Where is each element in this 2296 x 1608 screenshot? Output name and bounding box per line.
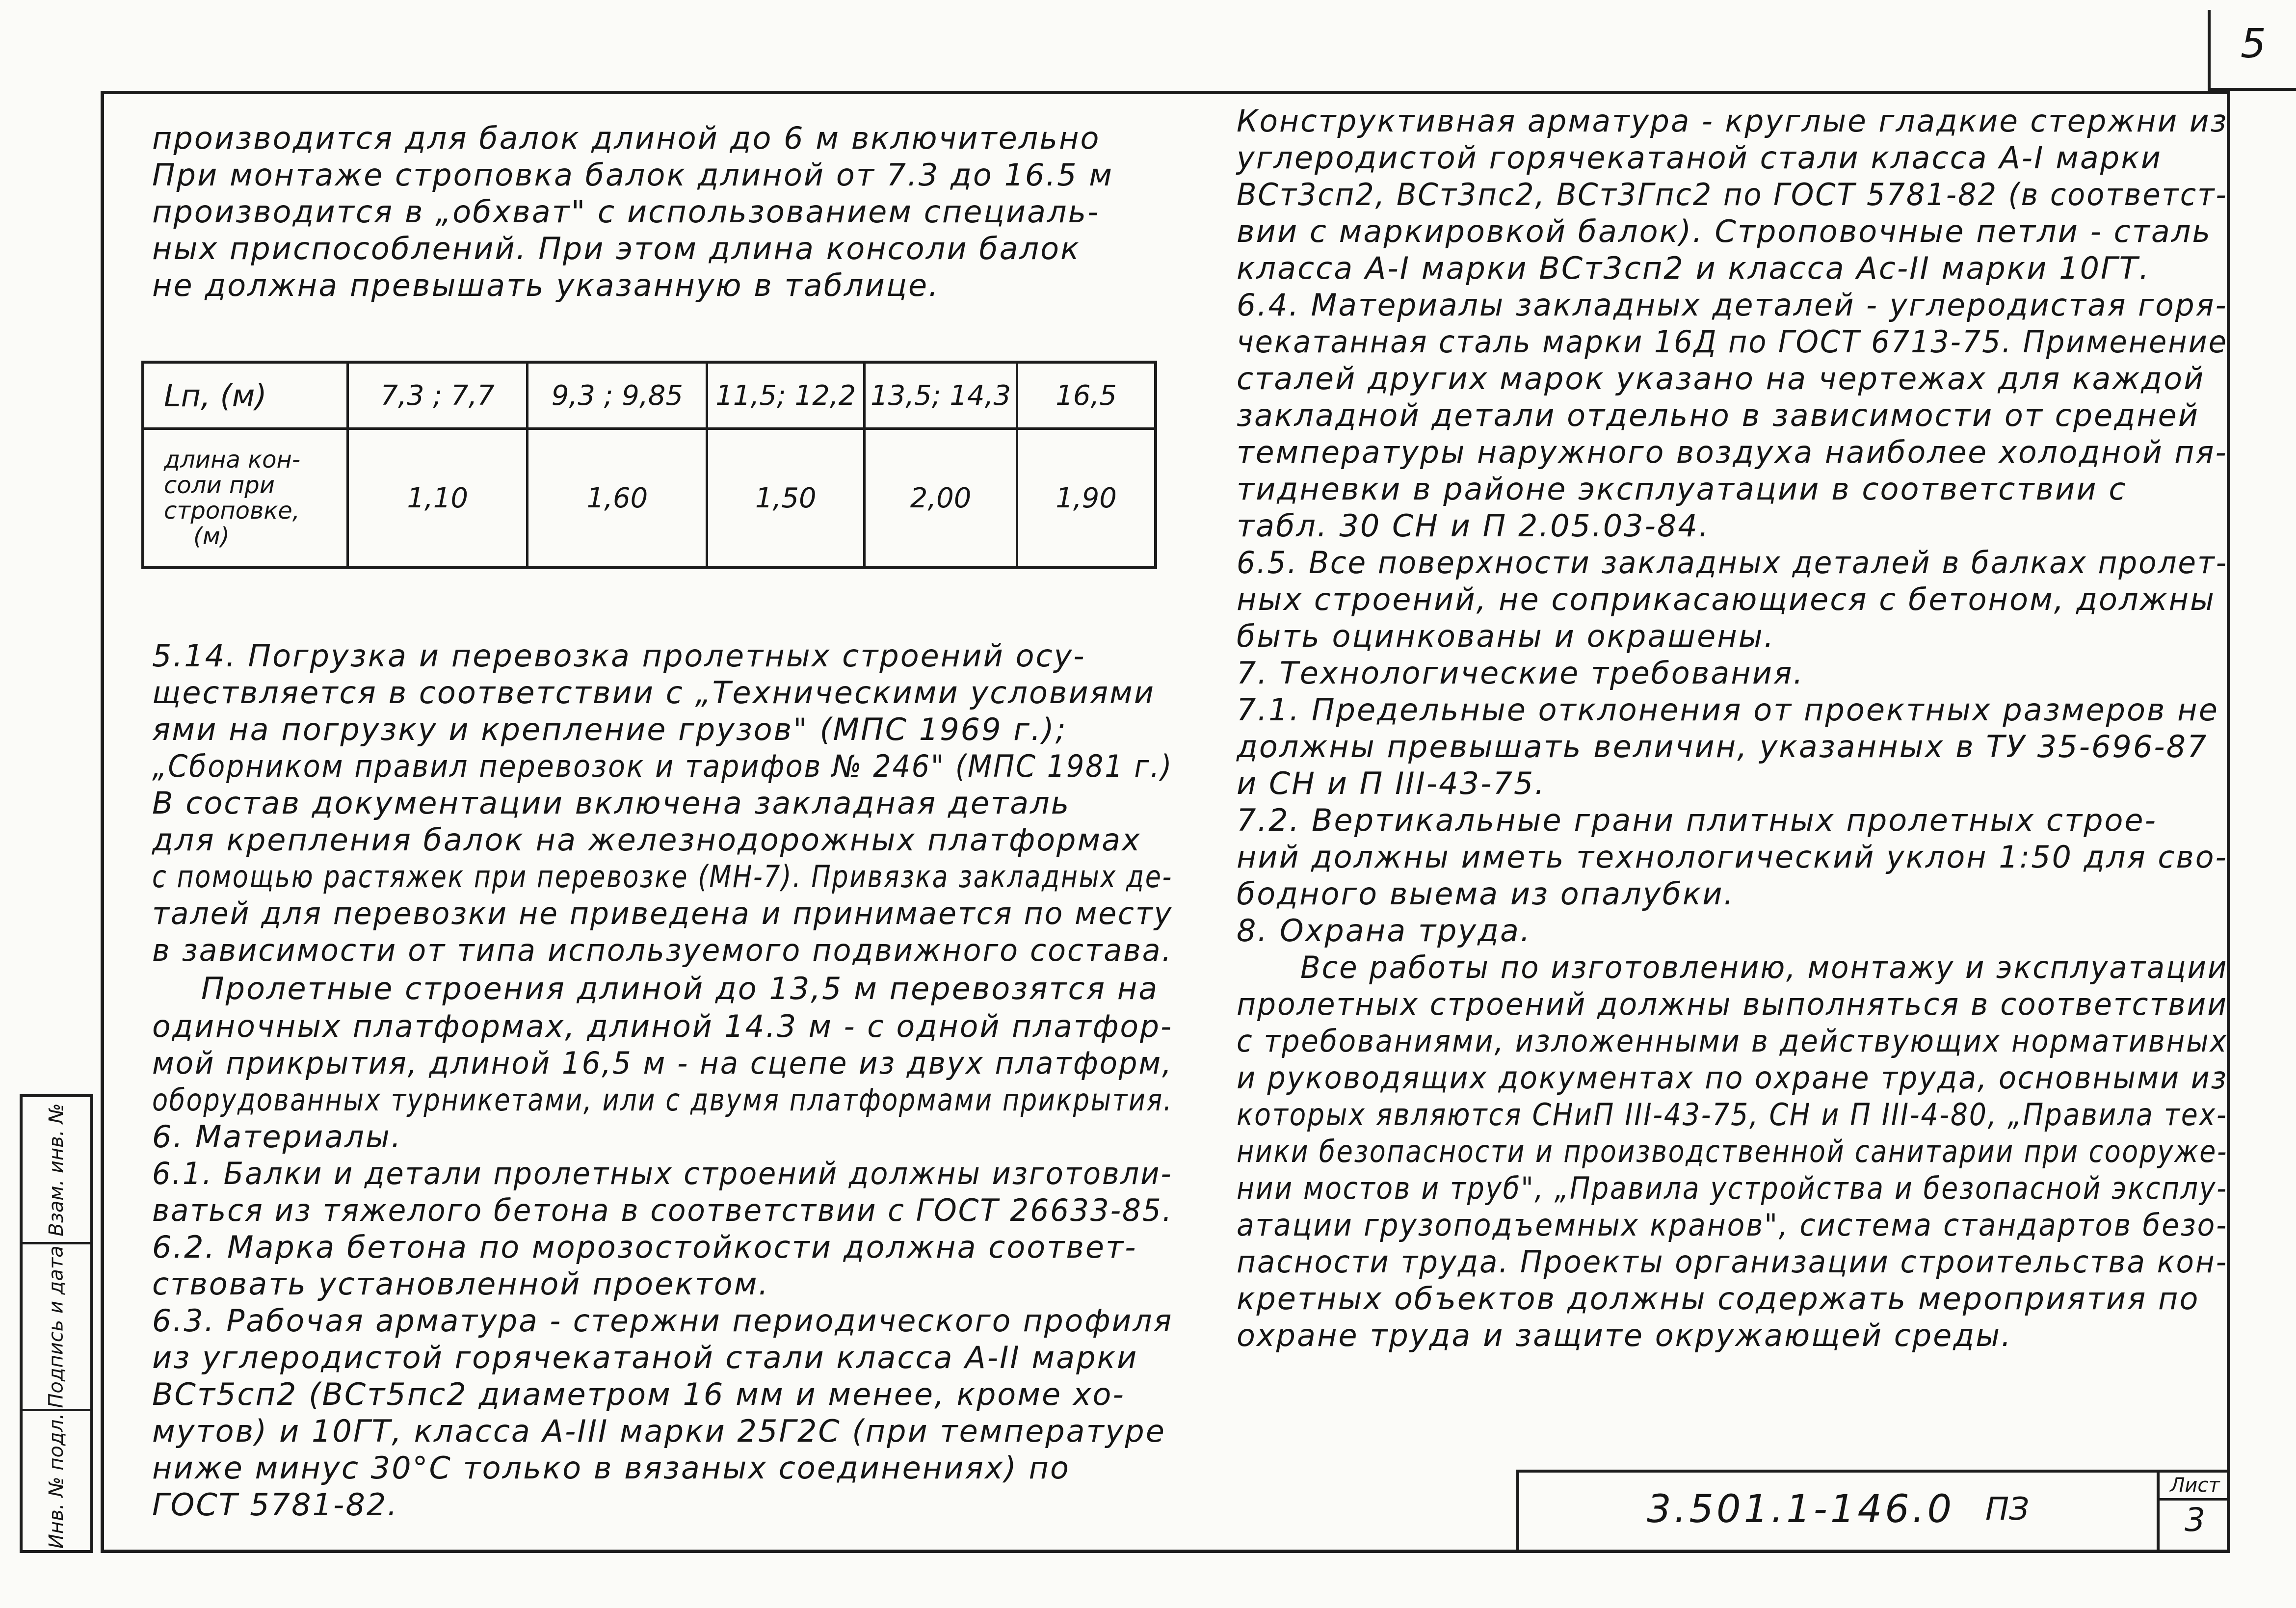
text-line: ний должны иметь технологический уклон 1:50 для сво- (1237, 839, 2228, 875)
text-line: должны превышать величин, указанных в ТУ 35-696-87 (1237, 729, 2208, 764)
text-line: бодного выема из опалубки. (1237, 876, 1735, 912)
text-line: сталей других марок указано на чертежах для каждой (1237, 361, 2205, 396)
table-cell: 1,60 (528, 429, 707, 568)
text-line: производится в „обхват" с использованием специаль- (152, 194, 1100, 230)
table-cell: 7,3 ; 7,7 (348, 362, 528, 429)
table-cell: 1,10 (348, 429, 528, 568)
section-heading: 8. Охрана труда. (1237, 913, 1531, 949)
side-cell-inventory (23, 1411, 90, 1550)
text-line: При монтаже строповка балок длиной от 7.3 до 16.5 м (152, 157, 1113, 193)
sheet-number: 3 (2185, 1501, 2205, 1539)
row-label-line: (м) (193, 523, 230, 550)
text-line: Все работы по изготовлению, монтажу и эксплуатации (1300, 949, 2228, 985)
sheet-cell (2157, 1473, 2230, 1553)
text-line: вии с маркировкой балок). Строповочные петли - сталь (1237, 213, 2212, 249)
text-line: мутов) и 10ГТ, класса А-III марки 25Г2С (при температуре (152, 1413, 1166, 1449)
text-line: ных строений, не соприкасающиеся с бетоном, должны (1237, 581, 2216, 617)
text-line: 6.4. Материалы закладных деталей - углеродистая горя- (1237, 287, 2228, 323)
row-label-line: длина кон- (164, 446, 301, 474)
text-line: Конструктивная арматура - круглые гладкие стержни из (1237, 103, 2228, 139)
text-line: ями на погрузку и крепление грузов" (МПС 1969 г.); (152, 712, 1067, 747)
side-cell-label: Инв. № подл. (45, 1413, 68, 1549)
sheet-label: Лист (2160, 1473, 2230, 1501)
table-row (143, 429, 1156, 568)
text-line: „Сборником правил перевозок и тарифов № 246" (МПС 1981 г.) (152, 748, 1173, 784)
text-line: в зависимости от типа используемого подвижного состава. (152, 932, 1173, 968)
table-row-label (143, 429, 348, 568)
text-line: температуры наружного воздуха наиболее холодной пя- (1237, 434, 2228, 470)
text-line: Пролетные строения длиной до 13,5 м перевозятся на (201, 971, 1159, 1006)
text-line: охране труда и защите окружающей среды. (1237, 1318, 2012, 1353)
page-number: 5 (2208, 10, 2296, 91)
text-line: не должна превышать указанную в таблице. (152, 267, 940, 303)
text-line: углеродистой горячекатаной стали класса А-I марки (1237, 140, 2162, 176)
text-line: ществляется в соответствии с „Техническими условиями (152, 675, 1156, 711)
console-length-table (141, 361, 1157, 569)
table-cell: 1,90 (1017, 429, 1156, 568)
title-block (1516, 1470, 2230, 1553)
table-cell: 2,00 (864, 429, 1017, 568)
table-cell: 1,50 (707, 429, 865, 568)
side-cell-label: Взам. инв. № (45, 1103, 68, 1237)
text-line: 6.1. Балки и детали пролетных строений должны изготовли- (152, 1156, 1173, 1191)
side-cell-signature (23, 1244, 90, 1411)
text-line: 7.1. Предельные отклонения от проектных размеров не (1237, 692, 2219, 728)
text-line: табл. 30 СН и П 2.05.03-84. (1237, 508, 1710, 544)
text-line: 6.5. Все поверхности закладных деталей в балках пролет- (1237, 545, 2228, 580)
text-line: 7.2. Вертикальные грани плитных пролетных строе- (1237, 802, 2157, 838)
text-line: оборудованных турникетами, или с двумя платформами прикрытия. (152, 1082, 1173, 1118)
text-line: пролетных строений должны выполняться в соответствии (1237, 986, 2228, 1022)
text-line: 5.14. Погрузка и перевозка пролетных строений осу- (152, 638, 1086, 674)
text-line: закладной детали отдельно в зависимости от средней (1237, 397, 2200, 433)
text-line: ных приспособлений. При этом длина консоли балок (152, 231, 1081, 266)
text-line: 6.2. Марка бетона по морозостойкости должна соответ- (152, 1229, 1137, 1265)
text-line: для крепления балок на железнодорожных платформах (152, 822, 1141, 858)
table-cell: 13,5; 14,3 (864, 362, 1017, 429)
side-cell-replacement (23, 1097, 90, 1244)
document-type: ПЗ (1985, 1491, 2030, 1528)
text-line: талей для перевозки не приведена и принимается по месту (152, 896, 1173, 931)
text-line: В состав документации включена закладная деталь (152, 785, 1071, 821)
text-line: из углеродистой горячекатаной стали класса А-II марки (152, 1340, 1138, 1375)
left-column-lower (152, 638, 1173, 1546)
text-line: производится для балок длиной до 6 м включительно (152, 120, 1101, 156)
side-cell-label: Подпись и дата (45, 1245, 68, 1408)
text-line: пасности труда. Проекты организации строительства кон- (1237, 1244, 2228, 1280)
text-line: мой прикрытия, длиной 16,5 м - на сцепе из двух платформ, (152, 1045, 1173, 1081)
text-line: ствовать установленной проектом. (152, 1266, 770, 1302)
table-cell: 11,5; 12,2 (707, 362, 865, 429)
text-line: с помощью растяжек при перевозке (МН-7). Привязка закладных де- (152, 859, 1173, 895)
side-stamp-strip (20, 1094, 93, 1553)
text-line: класса А-I марки ВСт3сп2 и класса Ас-II марки 10ГТ. (1237, 250, 2151, 286)
text-line: чекатанная сталь марки 16Д по ГОСТ 6713-75. Применение (1237, 324, 2228, 360)
text-line: нии мостов и труб", „Правила устройства и безопасной эксплу- (1237, 1170, 2228, 1206)
table-header-label: Lп, (м) (143, 362, 348, 429)
table-cell: 9,3 ; 9,85 (528, 362, 707, 429)
text-line: ниже минус 30°С только в вязаных соединениях) по (152, 1450, 1070, 1486)
text-line: ГОСТ 5781-82. (152, 1487, 398, 1523)
text-line: которых являются СНиП III-43-75, СН и П III-4-80, „Правила тех- (1237, 1097, 2228, 1133)
text-line: с требованиями, изложенными в действующих нормативных (1237, 1023, 2228, 1059)
section-heading: 7. Технологические требования. (1237, 655, 1805, 691)
text-line: 6.3. Рабочая арматура - стержни периодического профиля (152, 1303, 1173, 1339)
text-line: одиночных платформах, длиной 14.3 м - с одной платфор- (152, 1008, 1173, 1044)
row-label-line: соли при (164, 472, 275, 499)
text-line: быть оцинкованы и окрашены. (1237, 618, 1775, 654)
section-heading: 6. Материалы. (152, 1119, 402, 1155)
text-line: ники безопасности и производственной санитарии при сооруже- (1237, 1134, 2228, 1169)
text-line: ВСт3сп2, ВСт3пс2, ВСт3Гпс2 по ГОСТ 5781-82 (в соответст- (1237, 177, 2228, 212)
row-label-line: строповке, (164, 497, 300, 525)
text-line: кретных объектов должны содержать мероприятия по (1237, 1281, 2200, 1317)
table-row (143, 362, 1156, 429)
text-line: тидневки в районе эксплуатации в соответствии с (1237, 471, 2127, 507)
right-column (1237, 103, 2228, 1428)
text-line: атации грузоподъемных кранов", система стандартов безо- (1237, 1207, 2228, 1243)
text-line: и СН и П III-43-75. (1237, 765, 1546, 801)
text-line: и руководящих документах по охране труда, основными из (1237, 1060, 2228, 1096)
document-code: 3.501.1-146.0 (1647, 1487, 1955, 1531)
text-line: ВСт5сп2 (ВСт5пс2 диаметром 16 мм и менее, кроме хо- (152, 1376, 1125, 1412)
text-line: ваться из тяжелого бетона в соответствии с ГОСТ 26633-85. (152, 1192, 1173, 1228)
table-cell: 16,5 (1017, 362, 1156, 429)
